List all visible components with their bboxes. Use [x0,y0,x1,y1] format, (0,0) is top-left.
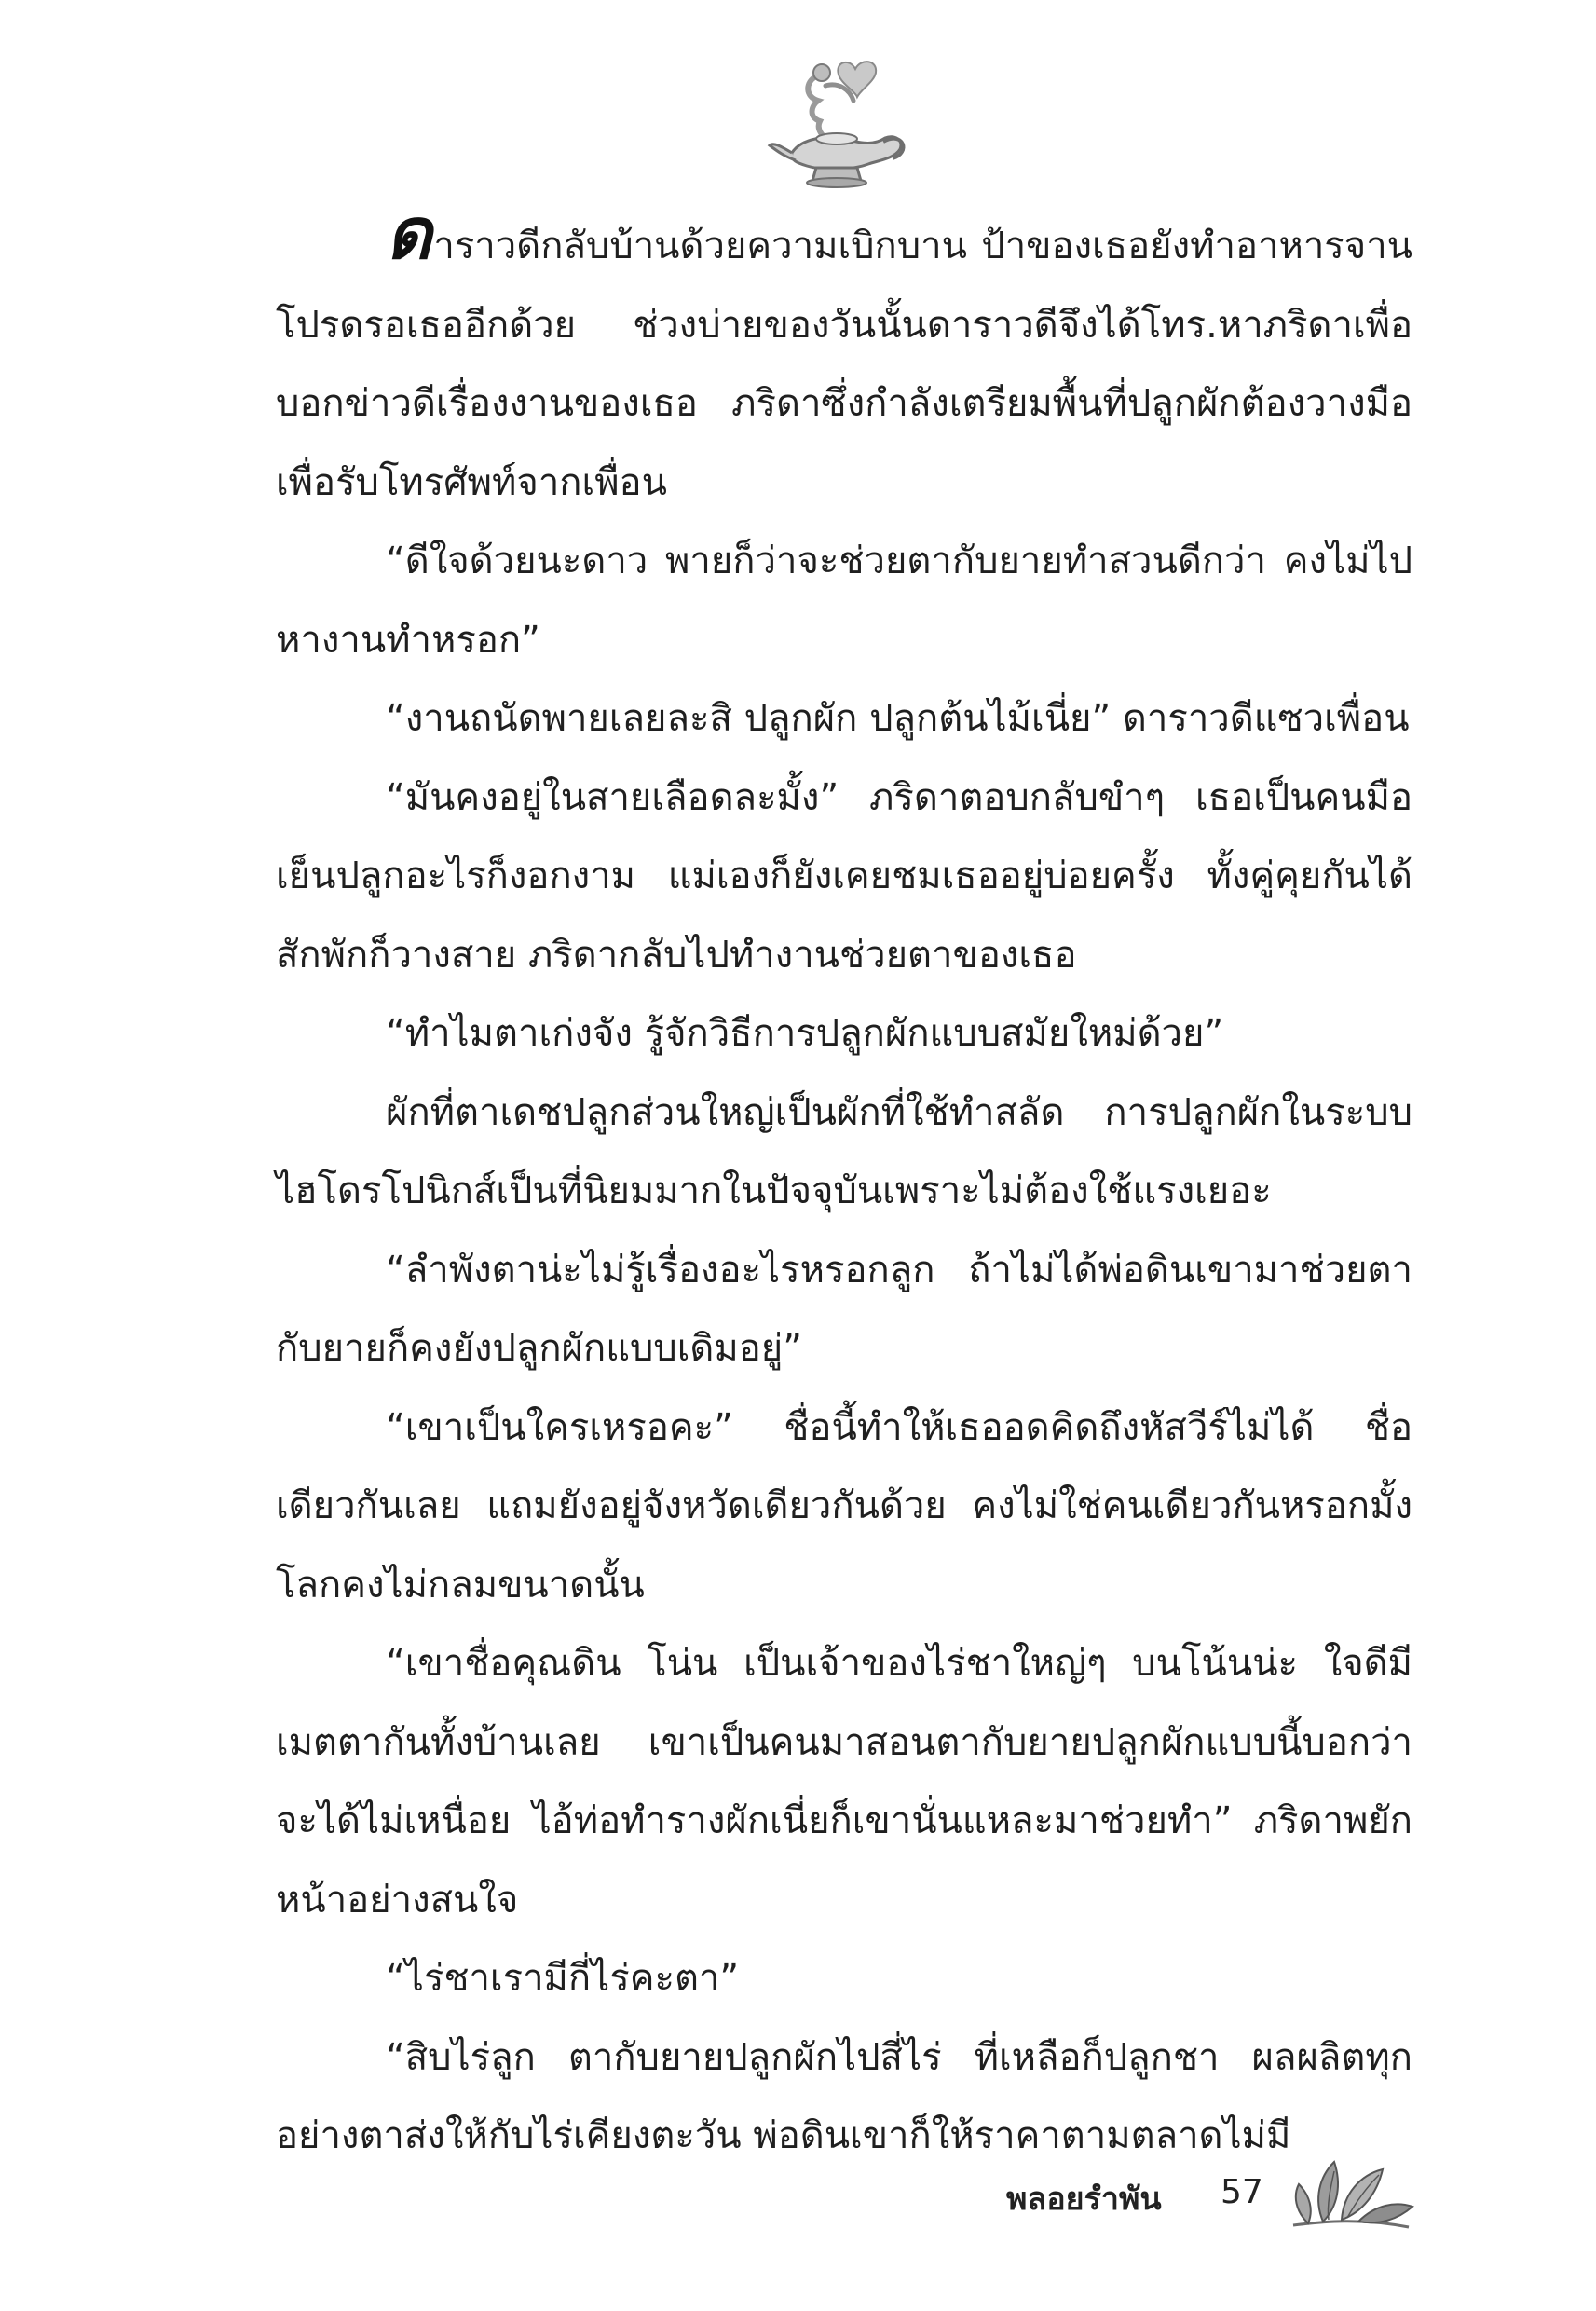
page-number: 57 [1221,2173,1263,2211]
paragraph-5: “ทำไมตาเก่งจัง รู้จักวิธีการปลูกผักแบบสมัยใหม่ด้วย” [386,1012,1224,1055]
paragraph-8: “เขาเป็นใครเหรอคะ” ชื่อนี้ทำให้เธออดคิดถึงหัสวีร์ไม่ได้ ชื่อเดียวกันเลย แถมยังอยู่จังหวัดเดียวกันด้วย คงไม่ใช่คนเดียวกันหรอกมั้ง โลกคงไม่กลมขนาดนั้น [276,1405,1412,1607]
paragraph-3: “งานถนัดพายเลยละสิ ปลูกผัก ปลูกต้นไม้เนี่ย” ดาราวดีแซวเพื่อน [386,697,1410,740]
paragraph-7: “ลำพังตาน่ะไม่รู้เรื่องอะไรหรอกลูก ถ้าไม่ได้พ่อดินเขามาช่วยตากับยายก็คงยังปลูกผักแบบเดิมอยู่” [276,1248,1412,1370]
paragraph-11: “สิบไร่ลูก ตากับยายปลูกผักไปสี่ไร่ ที่เหลือก็ปลูกชา ผลผลิตทุกอย่างตาส่งให้กับไร่เคียงตะวัน พ่อดินเขาก็ให้ราคาตามตลาดไม่มี [276,2035,1412,2157]
running-title: พลอยรำพัน [1006,2181,1162,2218]
tea-leaf-ornament-icon [1286,2153,1416,2236]
paragraph-1 [276,192,1412,522]
paragraph-10: “ไร่ชาเรามีกี่ไร่คะตา” [386,1957,740,2000]
genie-lamp-ornament-icon [764,48,913,198]
paragraph-9: “เขาชื่อคุณดิน โน่น เป็นเจ้าของไร่ชาใหญ่ๆ บนโน้นน่ะ ใจดีมีเมตตากันทั้งบ้านเลย เขาเป็นคนมาสอนตากับยายปลูกผักแบบนี้บอกว่าจะได้ไม่เหนื่อย ไอ้ท่อทำรางผักเนี่ยก็เขานั่นแหละมาช่วยทำ” ภริดาพยักหน้าอย่างสนใจ [276,1642,1412,1921]
page-footer [1006,2153,1416,2236]
paragraph-1-text: าราวดีกลับบ้านด้วยความเบิกบาน ป้าของเธอยังทำอาหารจานโปรดรอเธออีกด้วย ช่วงบ่ายของวันนั้นดาราวดีจึงได้โทร.หาภริดาเพื่อบอกข่าวดีเรื่องงานของเธอ ภริดาซึ่งกำลังเตรียมพื้นที่ปลูกผักต้องวางมือเพื่อรับโทรศัพท์จากเพื่อน [276,225,1412,504]
paragraph-4: “มันคงอยู่ในสายเลือดละมั้ง” ภริดาตอบกลับขำๆ เธอเป็นคนมือเย็นปลูกอะไรก็งอกงาม แม่เองก็ยังเคยชมเธออยู่บ่อยครั้ง ทั้งคู่คุยกันได้สักพักก็วางสาย ภริดากลับไปทำงานช่วยตาของเธอ [276,775,1412,977]
paragraph-2: “ดีใจด้วยนะดาว พายก็ว่าจะช่วยตากับยายทำสวนดีกว่า คงไม่ไปหางานทำหรอก” [276,540,1412,662]
chapter-text [276,192,1412,2176]
paragraph-6: ผักที่ตาเดชปลูกส่วนใหญ่เป็นผักที่ใช้ทำสลัด การปลูกผักในระบบไฮโดรโปนิกส์เป็นที่นิยมมากในปัจจุบันเพราะไม่ต้องใช้แรงเยอะ [276,1090,1412,1212]
drop-cap: ด [386,192,432,275]
